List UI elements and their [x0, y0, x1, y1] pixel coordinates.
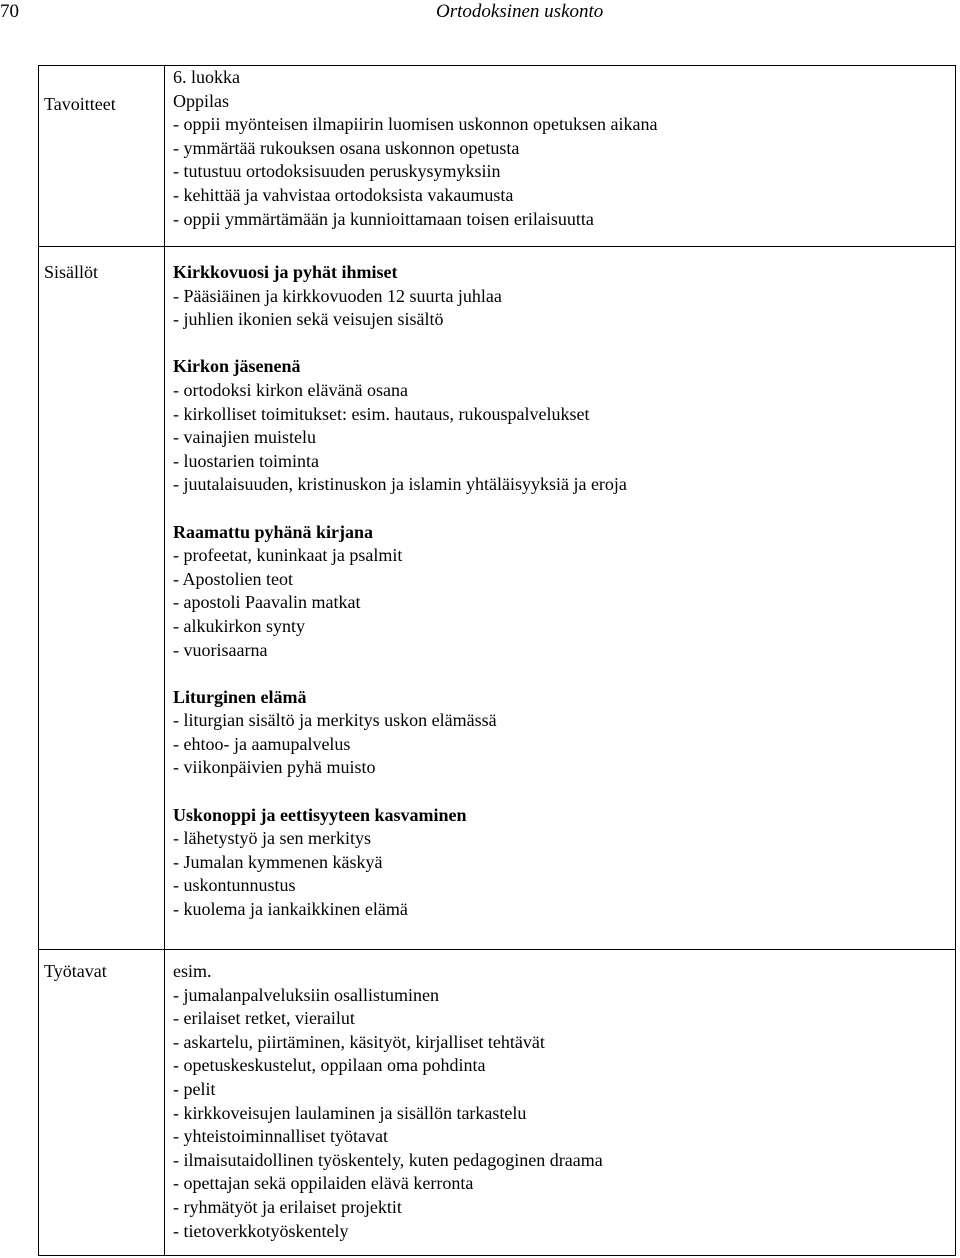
list-item: - tutustuu ortodoksisuuden peruskysymyksiin — [173, 161, 501, 182]
list-item: - ryhmätyöt ja erilaiset projektit — [173, 1196, 402, 1217]
list-item: - tietoverkkotyöskentely — [173, 1220, 349, 1241]
row-sisallot — [39, 247, 956, 950]
label-tavoitteet: Tavoitteet — [44, 94, 116, 114]
list-item: - pelit — [173, 1078, 216, 1099]
tavoitteet-intro: Oppilas — [173, 90, 229, 111]
content-cell — [165, 949, 956, 1255]
list-item: - apostoli Paavalin matkat — [173, 592, 361, 613]
label-cell — [39, 66, 165, 247]
label-sisallot: Sisällöt — [44, 262, 99, 282]
section-raamattu — [173, 521, 955, 663]
grade-title: 6. luokka — [173, 67, 240, 87]
sisallot-content — [165, 247, 955, 922]
section-heading: Kirkkovuosi ja pyhät ihmiset — [173, 262, 398, 282]
section-heading: Raamattu pyhänä kirjana — [173, 521, 374, 542]
tyotavat-intro: esim. — [173, 960, 212, 981]
list-item: - yhteistoiminnalliset työtavat — [173, 1126, 388, 1147]
list-item: - viikonpäivien pyhä muisto — [173, 757, 376, 778]
curriculum-table — [38, 65, 956, 1256]
section-liturginen-elama — [173, 686, 955, 780]
list-item: - opettajan sekä oppilaiden elävä kerronta — [173, 1173, 474, 1194]
list-item: - Apostolien teot — [173, 568, 293, 589]
list-item: - kuolema ja iankaikkinen elämä — [173, 899, 408, 920]
section-heading: Uskonoppi ja eettisyyteen kasvaminen — [173, 804, 467, 825]
list-item: - juhlien ikonien sekä veisujen sisältö — [173, 309, 444, 330]
list-item: - erilaiset retket, vierailut — [173, 1008, 355, 1029]
label-cell — [39, 247, 165, 950]
list-item: - Jumalan kymmenen käskyä — [173, 851, 383, 872]
section-heading: Kirkon jäsenenä — [173, 356, 301, 377]
list-item: - oppii ymmärtämään ja kunnioittamaan toisen erilaisuutta — [173, 208, 594, 229]
section-kirkon-jasenena — [173, 355, 955, 497]
content-cell — [165, 247, 956, 950]
list-item: - ymmärtää rukouksen osana uskonnon opetusta — [173, 137, 520, 158]
list-item: - vainajien muistelu — [173, 427, 316, 448]
list-item: - Pääsiäinen ja kirkkovuoden 12 suurta juhlaa — [173, 285, 502, 306]
list-item: - luostarien toiminta — [173, 450, 319, 471]
list-item: - alkukirkon synty — [173, 615, 305, 636]
list-item: - liturgian sisältö ja merkitys uskon elämässä — [173, 710, 497, 731]
label-tyotavat: Työtavat — [44, 960, 107, 981]
row-tyotavat — [39, 949, 956, 1255]
list-item: - ehtoo- ja aamupalvelus — [173, 733, 351, 754]
list-item: - kirkolliset toimitukset: esim. hautaus, rukouspalvelukset — [173, 403, 590, 424]
list-item: - profeetat, kuninkaat ja psalmit — [173, 545, 403, 566]
section-kirkkovuosi — [173, 261, 955, 332]
list-item: - ilmaisutaidollinen työskentely, kuten pedagoginen draama — [173, 1149, 603, 1170]
list-item: - ortodoksi kirkon elävänä osana — [173, 379, 408, 400]
list-item: - kehittää ja vahvistaa ortodoksista vakaumusta — [173, 184, 514, 205]
list-item: - jumalanpalveluksiin osallistuminen — [173, 984, 439, 1005]
running-title: Ortodoksinen uskonto — [436, 1, 604, 22]
list-item: - kirkkoveisujen laulaminen ja sisällön tarkastelu — [173, 1102, 527, 1123]
list-item: - opetuskeskustelut, oppilaan oma pohdinta — [173, 1055, 486, 1076]
row-tavoitteet — [39, 66, 956, 247]
list-item: - vuorisaarna — [173, 639, 268, 660]
section-heading: Liturginen elämä — [173, 686, 307, 707]
list-item: - askartelu, piirtäminen, käsityöt, kirjalliset tehtävät — [173, 1031, 545, 1052]
tyotavat-content — [165, 950, 955, 1243]
list-item: - uskontunnustus — [173, 875, 296, 896]
list-item: - lähetystyö ja sen merkitys — [173, 828, 371, 849]
list-item: - oppii myönteisen ilmapiirin luomisen uskonnon opetuksen aikana — [173, 114, 658, 135]
tavoitteet-content — [165, 66, 955, 231]
label-cell — [39, 949, 165, 1255]
page-number: 70 — [0, 1, 19, 22]
list-item: - juutalaisuuden, kristinuskon ja islamin yhtäläisyyksiä ja eroja — [173, 474, 627, 495]
content-cell — [165, 66, 956, 247]
section-uskonoppi — [173, 804, 955, 922]
